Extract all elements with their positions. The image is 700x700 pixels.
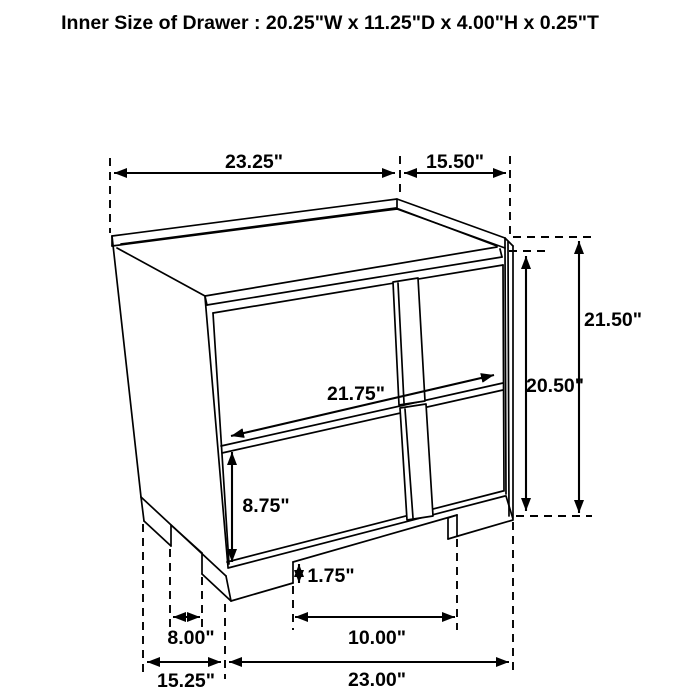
page-title: Inner Size of Drawer : 20.25"W x 11.25"D x 4.00"H x 0.25"T [61,12,599,34]
dim-label-case-height: 20.50" [525,375,585,397]
dim-label-base-width: 23.00" [347,669,407,691]
dim-label-side-cutout-width: 8.00" [167,627,215,649]
dim-label-overall-height: 21.50" [583,309,643,331]
dimension-labels [157,151,642,692]
dim-label-top-width: 23.25" [224,151,284,173]
dim-label-bottom-drawer-height: 8.75" [242,495,290,517]
dim-label-base-cutout-height: 1.75" [307,565,355,587]
dim-label-top-depth: 15.50" [425,151,485,173]
nightstand-line-drawing [112,199,513,601]
dim-label-front-cutout-width: 10.00" [347,627,407,649]
dim-label-base-depth: 15.25" [156,670,216,692]
drawer-handle-strips [393,278,433,520]
dim-label-front-width: 21.75" [326,383,386,405]
